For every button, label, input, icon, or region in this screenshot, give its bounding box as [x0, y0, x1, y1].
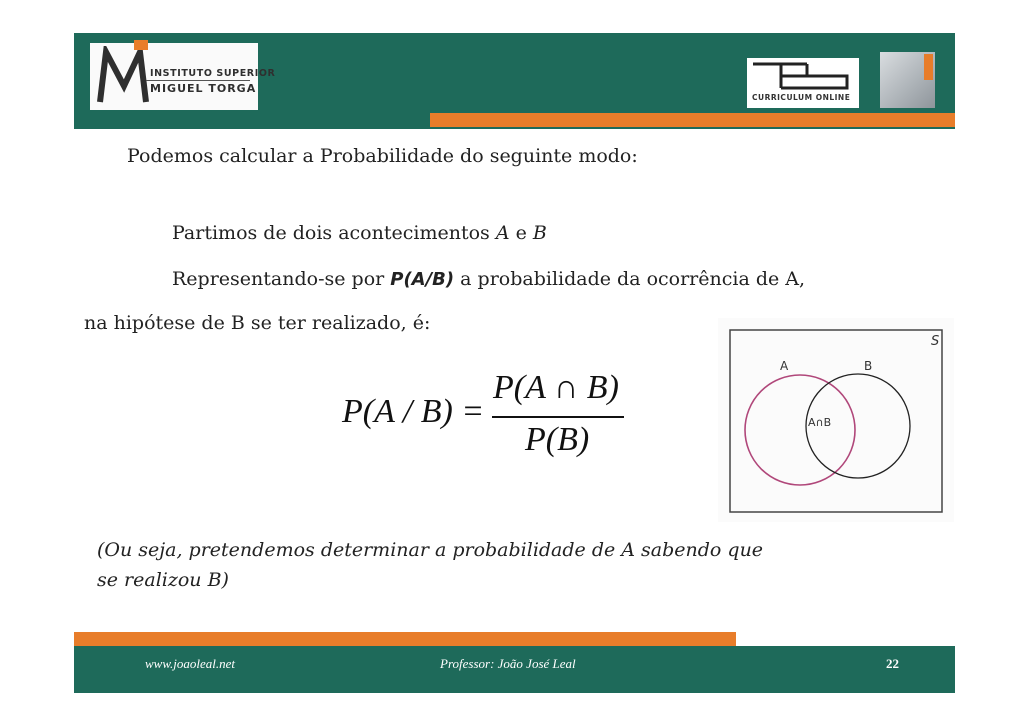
events-line [172, 222, 547, 244]
header-accent-bar [430, 113, 955, 127]
note-line1: (Ou seja, pretendemos determinar a probabilidade de A sabendo que [97, 539, 764, 561]
fraction-bar [492, 416, 624, 418]
set-b-label: B [864, 359, 873, 373]
formula-numerator: P(A ∩ B) [493, 369, 619, 406]
logo-line1: INSTITUTO SUPERIOR [150, 68, 276, 79]
formula-lhs: P(A / B) = [342, 393, 485, 430]
logo-divider [146, 80, 250, 81]
footer-accent-bar [74, 632, 736, 646]
event-b: B [532, 222, 547, 244]
definition-suffix: a probabilidade da ocorrência de A, [454, 268, 806, 290]
note-line2: se realizou B) [97, 569, 229, 591]
notation-term: P(A/B) [390, 269, 455, 290]
logo-m-icon [96, 46, 152, 106]
definition-line [172, 268, 805, 290]
curriculum-logo-text: CURRICULUM ONLINE [752, 93, 851, 102]
formula-denominator: P(B) [525, 421, 590, 458]
definition-prefix: Representando-se por [172, 268, 391, 290]
event-a: A [495, 222, 510, 244]
intersection-label: A∩B [808, 416, 832, 429]
logo-accent-icon [134, 40, 148, 50]
events-conjunction: e [509, 222, 533, 244]
venn-diagram [718, 318, 954, 522]
photo-accent-bar [924, 54, 933, 80]
hypothesis-line: na hipótese de B se ter realizado, é: [84, 312, 431, 334]
footer-website: www.joaoleal.net [145, 656, 236, 671]
footer-professor: Professor: João José Leal [440, 656, 576, 671]
events-text: Partimos de dois acontecimentos [172, 222, 496, 244]
universe-label: S [931, 334, 940, 349]
page-number: 22 [886, 656, 899, 671]
intro-line: Podemos calcular a Probabilidade do seguinte modo: [127, 145, 638, 167]
logo-line2: MIGUEL TORGA [150, 82, 257, 95]
set-a-label: A [780, 359, 789, 373]
